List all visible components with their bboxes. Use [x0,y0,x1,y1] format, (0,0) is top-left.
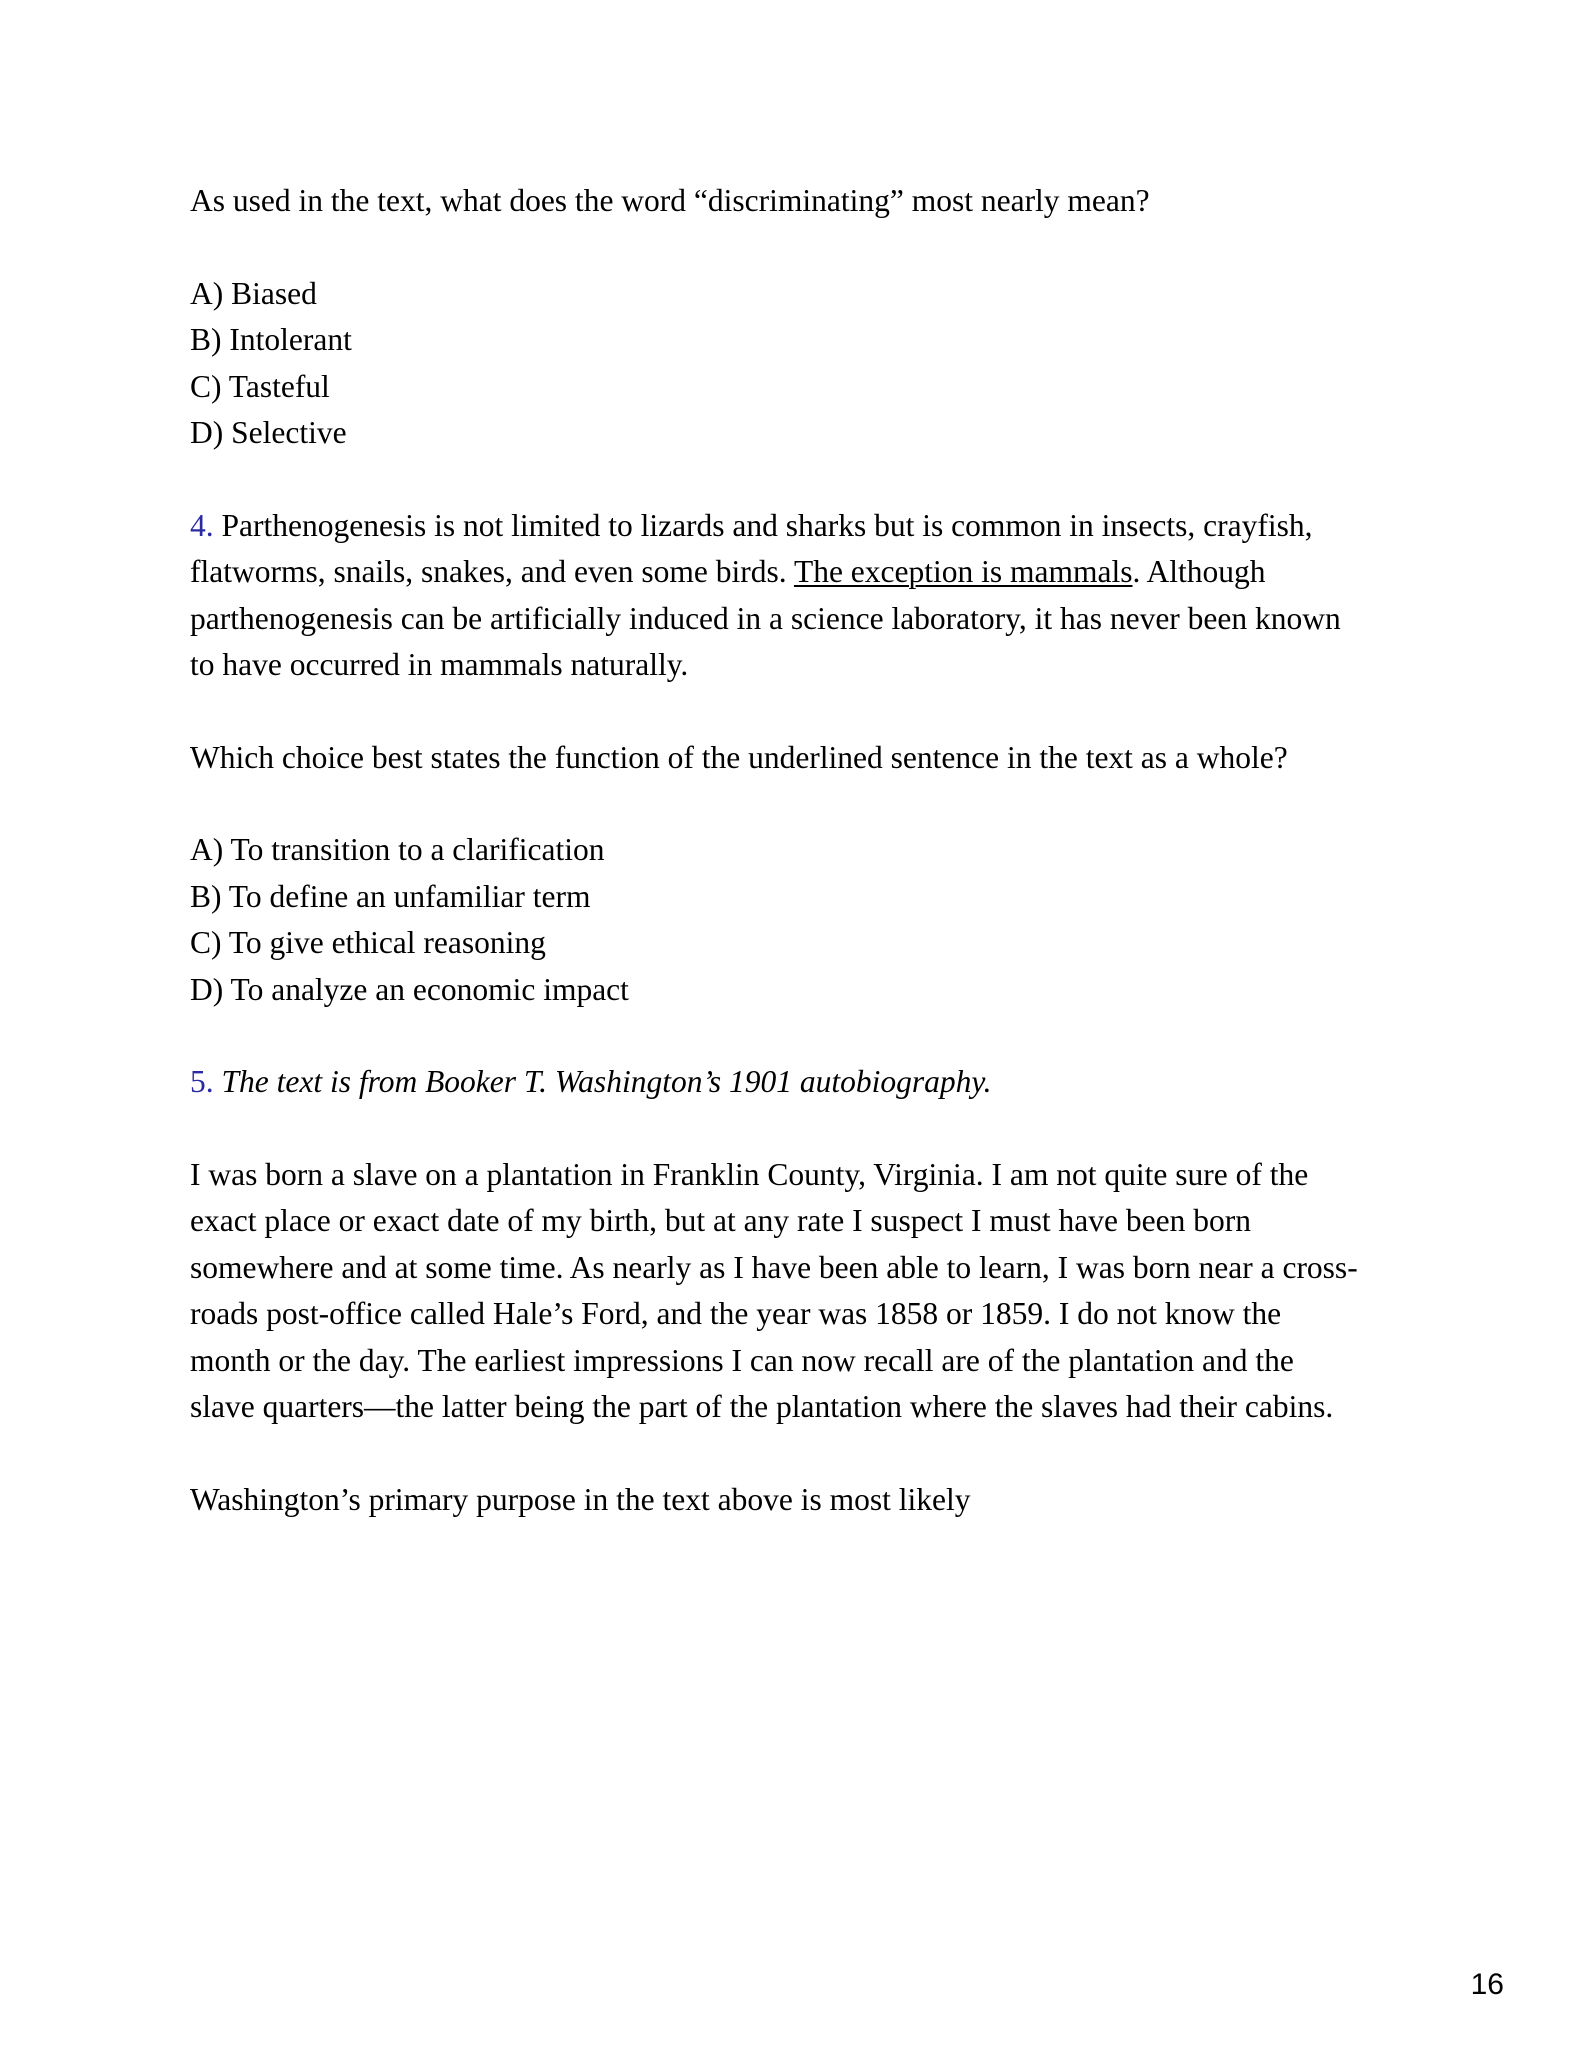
question-4-choice-c[interactable]: C) To give ethical reasoning [190,925,546,960]
question-4-choice-d[interactable]: D) To analyze an economic impact [190,971,629,1007]
spacer [190,1106,1360,1152]
spacer [190,781,1360,827]
question-4-underlined-sentence: The exception is mammals [793,554,1133,589]
page-number: 16 [1470,1968,1504,2001]
spacer [190,1013,1360,1059]
question-5-source-note [190,1059,1360,1106]
question-3-choice-a[interactable]: A) Biased [190,275,317,311]
question-4-passage-part1: Parthenogenesis is not limited to lizards and sharks but is common in insects, crayfish, flatworms, snails, snakes, and even some birds. [190,507,1313,589]
question-5-passage: I was born a slave on a plantation in Franklin County, Virginia. I am not quite sure of the exact place or exact date of my birth, but at any rate I suspect I must have been born somewhere and at some time. As nearly as I have been able to learn, I was born near a cross-roads post-office called Hale’s Ford, and the year was 1858 or 1859. I do not know the month or the day. The earliest impressions I can now recall are of the plantation and the slave quarters—the latter being the part of the plantation where the slaves had their cabins. [190,1156,1358,1424]
question-5-source-text: The text is from Booker T. Washington’s 1901 autobiography. [213,1064,992,1099]
spacer [190,225,1360,271]
question-4-choice-a[interactable]: A) To transition to a clarification [190,832,605,867]
question-4-choices [190,827,1360,1013]
spacer [190,1431,1360,1477]
question-4-stem: Which choice best states the function of the underlined sentence in the text as a whole? [190,739,1288,775]
question-3-choices [190,271,1360,457]
question-4-number: 4. [190,507,214,543]
question-4-passage [190,503,1360,689]
question-3-choice-b[interactable]: B) Intolerant [190,322,352,357]
question-3-choice-d[interactable]: D) Selective [190,415,347,450]
spacer [190,457,1360,503]
question-3-stem: As used in the text, what does the word “discriminating” most nearly mean? [190,183,1150,218]
question-4-choice-b[interactable]: B) To define an unfamiliar term [190,878,591,914]
spacer [190,689,1360,735]
page-content [190,178,1360,1523]
question-5-stem: Washington’s primary purpose in the text above is most likely [190,1481,971,1517]
question-5-number: 5. [190,1064,214,1099]
question-3-choice-c[interactable]: C) Tasteful [190,368,330,404]
question-4-passage-part2: . Although parthenogenesis can be artificially induced in a science laboratory, it has never been known to have occurred in mammals naturally. [190,554,1341,682]
